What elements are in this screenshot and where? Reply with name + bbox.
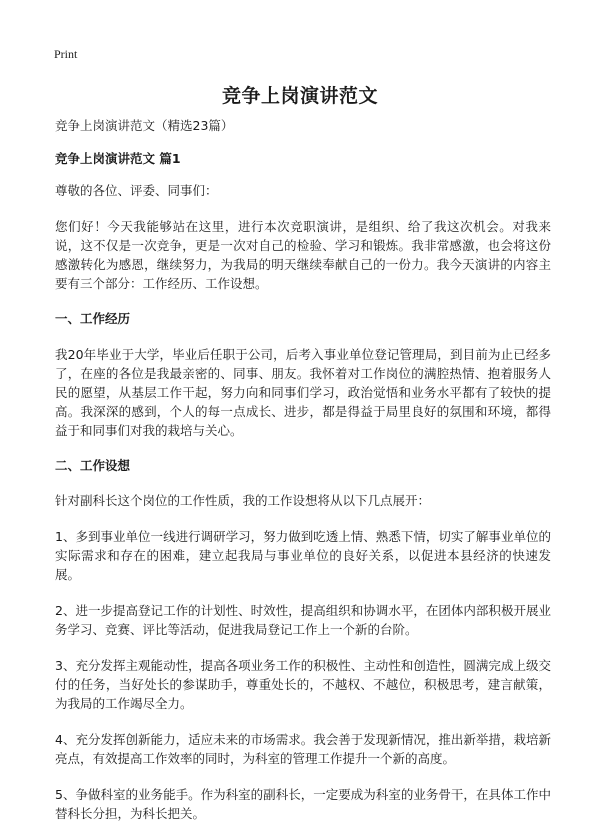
experience-paragraph: 我20年毕业于大学，毕业后任职于公司，后考入事业单位登记管理局，到目前为止已经多了，在座的各位是我最亲密的、同事、朋友。我怀着对工作岗位的满腔热情、抱着服务人民的愿望，从基层工作干起，努力向和同事们学习，政治觉悟和业务水平都有了较快的提高。我深深的感到，个人的每一点成长、进步，都是得益于局里良好的氛围和环境，都得益于和同事们对我的栽培与关心。 xyxy=(55,347,551,438)
section-heading: 竞争上岗演讲范文 篇1 xyxy=(55,151,181,166)
plan-item-5: 5、争做科室的业务能手。作为科室的副科长，一定要成为科室的业务骨干，在具体工作中替科长分担，为科长把关。 xyxy=(55,787,551,821)
plan-item-1: 1、多到事业单位一线进行调研学习，努力做到吃透上情、熟悉下情，切实了解事业单位的实际需求和存在的困难，建立起我局与事业单位的良好关系，以促进本县经济的快速发展。 xyxy=(55,529,551,582)
plan-item-4: 4、充分发挥创新能力，适应未来的市场需求。我会善于发现新情况，推出新举措，栽培新亮点，有效提高工作效率的同时，为科室的管理工作提升一个新的高度。 xyxy=(55,732,551,766)
print-link[interactable]: Print xyxy=(54,47,78,61)
document-subtitle: 竞争上岗演讲范文（精选23篇） xyxy=(55,118,234,133)
plan-intro: 针对副科长这个岗位的工作性质，我的工作设想将从以下几点展开： xyxy=(55,493,431,508)
greeting: 尊敬的各位、评委、同事们： xyxy=(55,183,218,198)
document-title: 竞争上岗演讲范文 xyxy=(221,85,378,107)
intro-paragraph: 您们好！今天我能够站在这里，进行本次竞职演讲，是组织、给了我这次机会。对我来说，这不仅是一次竞争，更是一次对自己的检验、学习和锻炼。我非常感激，也会将这份感激转化为感恩，继续努力，为我局的明天继续奉献自己的一份力。我今天演讲的内容主要有三个部分：工作经历、工作设想。 xyxy=(55,219,551,291)
heading-work-experience: 一、工作经历 xyxy=(55,311,131,326)
document-body xyxy=(55,117,551,840)
plan-item-2: 2、进一步提高登记工作的计划性、时效性，提高组织和协调水平，在团体内部积极开展业务学习、竞赛、评比等活动，促进我局登记工作上一个新的台阶。 xyxy=(55,603,551,637)
heading-work-plan: 二、工作设想 xyxy=(55,458,131,473)
plan-item-3: 3、充分发挥主观能动性，提高各项业务工作的积极性、主动性和创造性，圆满完成上级交付的任务，当好处长的参谋助手，尊重处长的，不越权、不越位，积极思考，建言献策，为我局的工作竭尽全力。 xyxy=(55,658,551,711)
